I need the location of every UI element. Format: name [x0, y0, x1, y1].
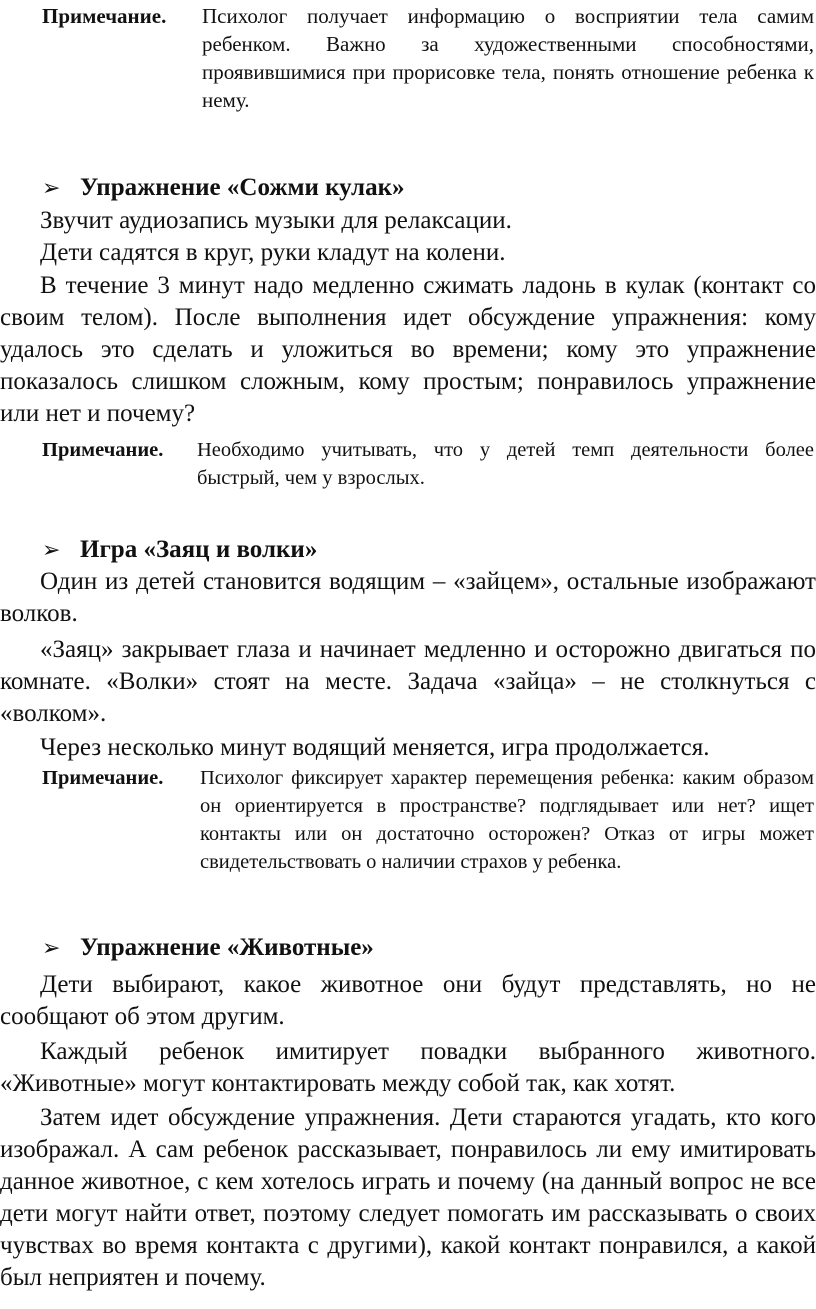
- section-title: Упражнение «Животные»: [80, 934, 374, 961]
- note-label: Примечание.: [42, 4, 167, 28]
- note-text: Необходимо учитывать, что у детей темп деятельности более быстрый, чем у взрослых.: [197, 439, 814, 489]
- section-heading-1: [42, 172, 405, 204]
- note-label: Примечание.: [42, 439, 164, 461]
- paragraph: Каждый ребенок имитирует повадки выбранного животного. «Животные» могут контактировать между собой так, как хотят.: [0, 1038, 816, 1097]
- paragraph: Через несколько минут водящий меняется, игра продолжается.: [40, 734, 710, 761]
- section-heading-3: [42, 932, 374, 964]
- note-block-3: [42, 764, 814, 876]
- paragraph: Звучит аудиозапись музыки для релаксации.: [40, 207, 512, 234]
- note-block-1: [42, 2, 814, 114]
- paragraph: «Заяц» закрывает глаза и начинает медленно и осторожно двигаться по комнате. «Волки» стоят на месте. Задача «зайца» – не столкнуться с «волком».: [0, 636, 816, 727]
- section-title: Игра «Заяц и волки»: [80, 536, 318, 563]
- arrow-bullet-icon: ➢: [42, 935, 61, 960]
- paragraph: В течение 3 минут надо медленно сжимать ладонь в кулак (контакт со своим телом). После выполнения идет обсуждение упражнения: кому удалось это сделать и уложиться во времени; кому это упражнение показалось слишком сложным, кому простым; понравилось упражнение или нет и почему?: [0, 272, 816, 427]
- paragraph: Затем идет обсуждение упражнения. Дети стараются угадать, кто кого изображал. А сам ребенок рассказывает, понравилось ли ему имитировать данное животное, с кем хотелось играть и почему (на данный вопрос не все дети могут найти ответ, поэтому следует помогать им рассказывать о своих чувствах во время контакта с другими), какой контакт понравился, а какой был неприятен и почему.: [0, 1104, 816, 1291]
- paragraph: Дети садятся в круг, руки кладут на колени.: [40, 239, 506, 266]
- paragraph: Дети выбирают, какое животное они будут представлять, но не сообщают об этом другим.: [0, 971, 816, 1030]
- arrow-bullet-icon: ➢: [42, 537, 61, 562]
- note-block-2: [42, 436, 814, 492]
- note-text: Психолог получает информацию о восприятии тела самим ребенком. Важно за художественными способностями, проявившимися при прорисовке тела, понять отношение ребенка к нему.: [202, 4, 814, 112]
- note-text: Психолог фиксирует характер перемещения ребенка: каким образом он ориентируется в пространстве? подглядывает или нет? ищет контакты или он достаточно осторожен? Отказ от игры может свидетельствовать о наличии страхов у ребенка.: [200, 767, 814, 873]
- paragraph: Один из детей становится водящим – «зайцем», остальные изображают волков.: [0, 568, 816, 627]
- arrow-bullet-icon: ➢: [42, 175, 61, 200]
- note-label: Примечание.: [42, 767, 164, 789]
- section-heading-2: [42, 534, 317, 566]
- section-title: Упражнение «Сожми кулак»: [80, 174, 405, 201]
